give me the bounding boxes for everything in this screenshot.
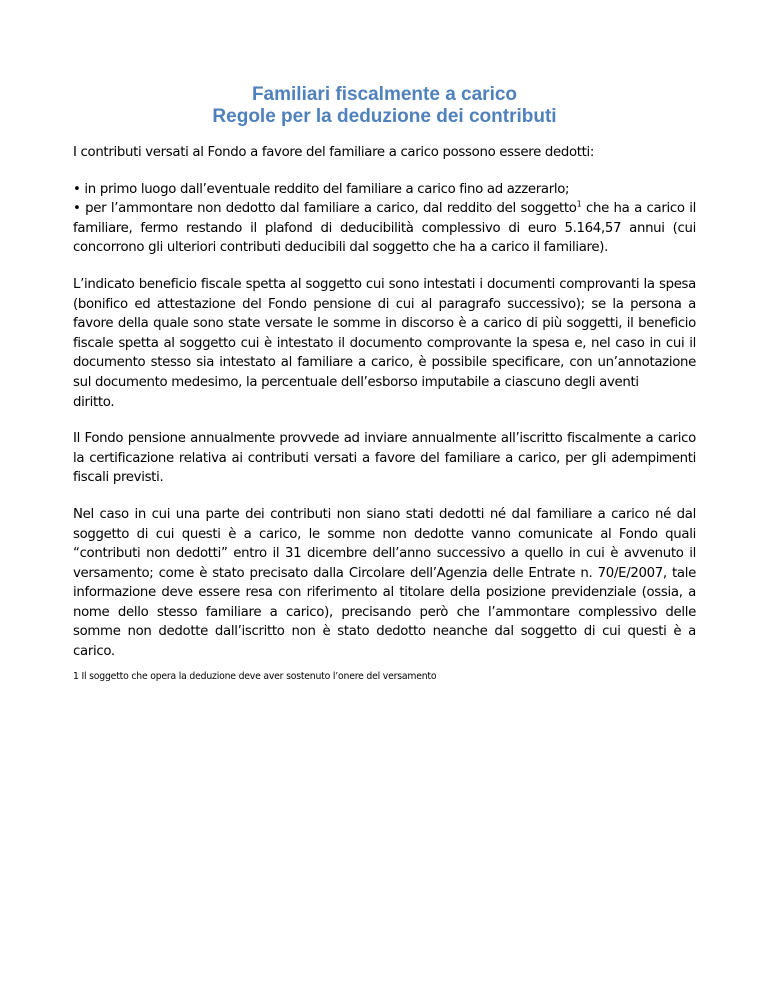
bullet-item-2-continuation: che ha a carico il familiare, fermo restando il plafond di deducibilità complessivo di euro 5.164,57 annui (cui concorrono gli ulteriori contributi deducibili dal soggetto che ha a carico il familiare). xyxy=(73,201,696,256)
paragraph-beneficio-fiscale-end: diritto. xyxy=(73,394,115,410)
bullet-item-1: • in primo luogo dall’eventuale reddito del familiare a carico fino ad azzerarlo; xyxy=(73,181,570,197)
document-title xyxy=(73,84,696,128)
paragraph-beneficio-fiscale-text: L’indicato beneficio fiscale spetta al soggetto cui sono intestati i documenti comprovanti la spesa (bonifico ed attestazione del Fondo pensione di cui al paragrafo successivo); se la persona a favore della quale sono state versate le somme in discorso è a carico di più soggetti, il beneficio fiscale spetta al soggetto cui è intestato il documento comprovante la spesa e, nel caso in cui il documento stesso sia intestato al familiare a carico, è possibile specificare, con un’annotazione sul documento medesimo, la percentuale dell’esborso imputabile a ciascuno degli aventi xyxy=(73,276,696,390)
intro-paragraph: I contributi versati al Fondo a favore del familiare a carico possono essere dedotti: xyxy=(73,145,595,160)
bullet-item-2 xyxy=(73,199,696,258)
paragraph-certificazione: Il Fondo pensione annualmente provvede ad inviare annualmente all’iscritto fiscalmente a carico la certificazione relativa ai contributi versati a favore del familiare a carico, per gli adempimenti fiscali previsti. xyxy=(73,431,696,486)
title-line-2: Regole per la deduzione dei contributi xyxy=(212,106,557,127)
paragraph-contributi-non-dedotti: Nel caso in cui una parte dei contributi non siano stati dedotti né dal familiare a carico né dal soggetto di cui questi è a carico, le somme non dedotte vanno comunicate al Fondo quali “contributi non dedotti” entro il 31 dicembre dell’anno successivo a quello in cui è avvenuto il versamento; come è stato precisato dalla Circolare dell’Agenzia delle Entrate n. 70/E/2007, tale informazione deve essere resa con riferimento al titolare della posizione previdenziale (ossia, a nome dello stesso familiare a carico), precisando però che l’ammontare complessivo delle somme non dedotte dall’iscritto non è stato dedotto neanche dal soggetto di cui questi è a carico. xyxy=(73,506,696,660)
document-page xyxy=(73,84,696,684)
title-line-1: Familiari fiscalmente a carico xyxy=(251,84,518,105)
paragraph-beneficio-fiscale xyxy=(73,275,696,412)
footnote: 1 Il soggetto che opera la deduzione deve aver sostenuto l’onere del versamento xyxy=(73,670,437,682)
bullet-item-2-text: • per l’ammontare non dedotto dal familiare a carico, dal reddito del soggetto xyxy=(73,201,577,217)
footnote-reference: 1 xyxy=(576,199,582,209)
